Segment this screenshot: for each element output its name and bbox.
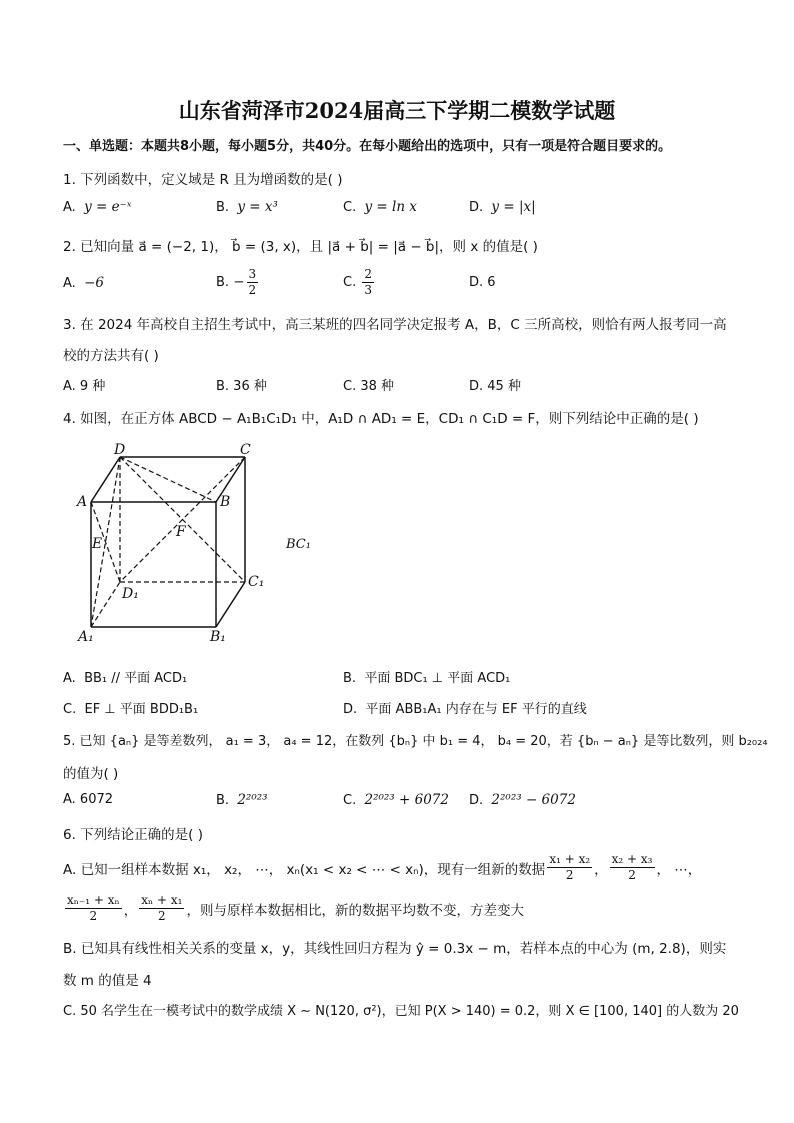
vertex-label-a: A [77,494,88,510]
q3-stem-line2: 校的方法共有( ) [63,348,159,364]
continuation: ， ⋯， [656,861,702,878]
numerator: 3 [248,267,257,281]
option-expr: 2²⁰²³ − 6072 [491,792,576,808]
q2-option-c [343,267,376,298]
comma: ， [123,902,138,919]
q6-option-a-line2 [63,893,524,924]
denominator: 3 [364,283,372,297]
q5-stem-line2: 的值为( ) [63,766,119,782]
denominator: 2 [89,909,98,923]
option-letter: A. [63,276,76,291]
fraction [65,893,122,924]
fraction [247,267,259,298]
numerator: xₙ₋₁ + xₙ [67,893,120,907]
q5-option-c [343,792,449,808]
option-expr: 平面 ABB₁A₁ 内存在与 EF 平行的直线 [365,702,587,717]
option-expr: 2²⁰²³ + 6072 [364,792,449,808]
option-letter: D. [343,702,358,717]
q4-option-a [63,667,187,686]
fraction [139,893,184,924]
option-letter: B. [216,200,230,215]
option-expr: 平面 BDC₁ ⊥ 平面 ACD₁ [364,671,511,686]
q1-option-d [469,199,536,215]
option-letter: C. [343,200,357,215]
option-letter: A. [63,671,76,686]
vertex-label-b: B [220,494,231,510]
option-expr: y = ln x [364,199,417,215]
vertex-label-c1: C₁ [248,574,265,590]
option-expr: y = x³ [237,199,278,215]
option-letter: C. [343,275,357,290]
option-letter: D. [469,793,484,808]
denominator: 2 [628,868,636,882]
option-letter: C. [63,702,77,717]
figure-side-label: BC₁ [286,537,311,552]
q3-option-a: A. 9 种 [63,379,106,394]
q5-option-b [216,792,268,808]
denominator: 2 [565,868,574,882]
vertex-label-d1: D₁ [122,586,139,602]
fraction [362,267,374,298]
fraction [610,852,655,883]
denominator: 2 [248,283,257,297]
option-a-conclusion: ，则与原样本数据相比，新的数据平均数不变，方差变大 [186,902,524,919]
q5-option-a: A. 6072 [63,792,114,807]
vertex-label-a1: A₁ [78,629,94,645]
option-letter: D. [469,200,484,215]
denominator: 2 [158,909,166,923]
section-heading: 一、单选题：本题共8小题，每小题5分，共40分。在每小题给出的选项中，只有一项是符合题目要求的。 [63,139,672,154]
q6-option-a-line1 [63,852,701,883]
q4-option-c [63,698,198,717]
q2-option-a [63,275,104,291]
vertex-label-b1: B₁ [210,629,226,645]
q6-option-b-line2: 数 m 的值是 4 [63,973,152,989]
q4-option-b [343,667,510,686]
numerator: 2 [364,267,372,281]
q3-option-c: C. 38 种 [343,379,395,394]
option-expr: 2²⁰²³ [237,792,268,808]
q6-option-c-line: C. 50 名学生在一模考试中的数学成绩 X ∼ N(120, σ²)，已知 P(X > 140) = 0.2，则 X ∈ [100, 140] 的人数为 20 [63,1004,739,1019]
comma: ， [594,861,608,878]
q1-option-a [63,199,132,215]
point-label-e: E [92,536,103,552]
numerator: x₁ + x₂ [549,852,591,866]
minus-sign: − [233,274,245,290]
q3-option-d: D. 45 种 [469,379,521,394]
q1-option-b [216,199,278,215]
q2-option-b [216,267,260,298]
numerator: xₙ + x₁ [141,893,183,907]
option-letter: B. [216,275,230,290]
vertex-label-c: C [240,442,251,458]
q1-option-c [343,199,417,215]
q2-stem: 2. 已知向量 a⃗ = (−2, 1)， b⃗ = (3, x)，且 |a⃗ + b⃗| = |a⃗ − b⃗|，则 x 的值是( ) [63,239,538,255]
q3-option-b: B. 36 种 [216,379,267,394]
option-expr: y = |x| [491,199,536,215]
option-expr: BB₁ // 平面 ACD₁ [84,671,188,686]
q2-option-d: D. 6 [469,275,496,290]
option-expr: −6 [84,275,104,291]
option-letter: C. [343,793,357,808]
q1-stem: 1. 下列函数中，定义域是 R 且为增函数的是( ) [63,172,343,188]
fraction [547,852,592,883]
q5-option-d [469,792,576,808]
q3-stem-line1: 3. 在 2024 年高校自主招生考试中，高三某班的四名同学决定报考 A，B，C 三所高校，则恰有两人报考同一高 [63,317,727,333]
option-a-text: A. 已知一组样本数据 x₁， x₂， ⋯， xₙ(x₁ < x₂ < ⋯ < xₙ)，现有一组新的数据 [63,861,546,878]
numerator: x₂ + x₃ [611,852,653,866]
point-label-f: F [176,524,186,540]
q4-option-d [343,698,587,717]
option-letter: B. [343,671,357,686]
page-title: 山东省菏泽市2024届高三下学期二模数学试题 [178,98,616,123]
q4-stem: 4. 如图，在正方体 ABCD − A₁B₁C₁D₁ 中，A₁D ∩ AD₁ = E，CD₁ ∩ C₁D = F，则下列结论中正确的是( ) [63,411,699,427]
q6-stem: 6. 下列结论正确的是( ) [63,827,203,843]
option-expr: EF ⊥ 平面 BDD₁B₁ [84,702,199,717]
q5-stem-line1: 5. 已知 {aₙ} 是等差数列， a₁ = 3， a₄ = 12，在数列 {bₙ} 中 b₁ = 4， b₄ = 20，若 {bₙ − aₙ} 是等比数列，则 b₂₀₂₄ [63,734,768,749]
q6-option-b-line1: B. 已知具有线性相关关系的变量 x，y，其线性回归方程为 ŷ = 0.3x − m，若样本点的中心为 (m, 2.8)，则实 [63,941,727,957]
vertex-label-d: D [114,442,126,458]
cube-figure [70,440,270,645]
option-letter: B. [216,793,230,808]
option-expr: y = e⁻ˣ [84,199,132,215]
option-letter: A. [63,200,76,215]
